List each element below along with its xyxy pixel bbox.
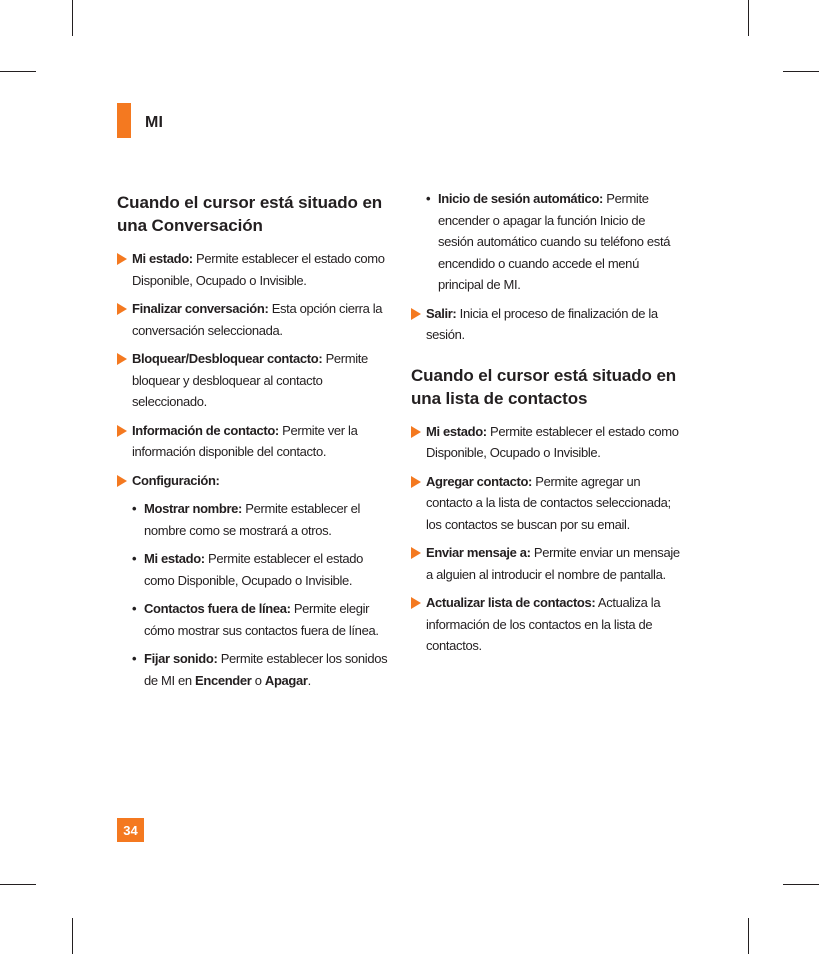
- item-text: Inicia el proceso de finalización de la sesión.: [426, 305, 658, 342]
- list-item: [117, 348, 389, 413]
- item-text: Permite agregar un contacto a la lista de contactos seleccionada; los contactos se buscan por su email.: [426, 473, 671, 532]
- sub-list-item: [411, 188, 683, 296]
- item-text: Permite establecer el estado como Disponible, Ocupado o Invisible.: [132, 251, 385, 288]
- arrow-bullet-icon: [411, 547, 421, 559]
- item-label: Mi estado:: [132, 251, 193, 266]
- left-column: [117, 191, 389, 698]
- arrow-bullet-icon: [411, 308, 421, 320]
- crop-mark: [72, 0, 73, 36]
- bullet-dot-icon: •: [426, 191, 431, 206]
- item-text: Permite establecer el estado como Disponible, Ocupado o Invisible.: [144, 551, 364, 588]
- list-item: [411, 421, 683, 464]
- bullet-dot-icon: •: [132, 651, 137, 666]
- item-label: Configuración:: [132, 472, 220, 488]
- arrow-bullet-icon: [117, 425, 127, 437]
- arrow-bullet-icon: [411, 597, 421, 609]
- crop-mark: [0, 71, 36, 72]
- item-text: Permite enviar un mensaje a alguien al introducir el nombre de pantalla.: [426, 545, 680, 582]
- option-off: Apagar: [264, 672, 308, 688]
- option-on: Encender: [195, 672, 252, 688]
- item-label: Información de contacto:: [132, 422, 279, 438]
- sub-list-item: [117, 648, 389, 691]
- crop-mark: [748, 918, 749, 954]
- list-item: [117, 470, 389, 492]
- page-number-badge: 34: [117, 818, 144, 842]
- item-label: Salir:: [426, 305, 457, 321]
- arrow-bullet-icon: [411, 426, 421, 438]
- item-label: Inicio de sesión automático:: [438, 191, 604, 206]
- item-text: Actualiza la información de los contactos en la lista de contactos.: [426, 595, 661, 653]
- list-item: [411, 542, 683, 585]
- bullet-dot-icon: •: [132, 601, 137, 616]
- item-text: .: [307, 672, 311, 688]
- sub-list-item: [117, 598, 389, 641]
- arrow-bullet-icon: [411, 476, 421, 488]
- list-item: [117, 298, 389, 341]
- list-item: [411, 471, 683, 536]
- item-label: Fijar sonido:: [144, 651, 218, 666]
- list-item: [411, 592, 683, 657]
- arrow-bullet-icon: [117, 253, 127, 265]
- sub-list-item: [117, 498, 389, 541]
- item-label: Mi estado:: [426, 423, 487, 439]
- item-label: Enviar mensaje a:: [426, 545, 531, 560]
- item-label: Mi estado:: [144, 551, 205, 566]
- arrow-bullet-icon: [117, 353, 127, 365]
- sub-list-item: [117, 548, 389, 591]
- item-label: Bloquear/Desbloquear contacto:: [132, 351, 323, 366]
- item-text: Permite establecer el nombre como se mostrará a otros.: [144, 501, 361, 538]
- item-label: Agregar contacto:: [426, 473, 533, 489]
- item-text: Esta opción cierra la conversación seleccionada.: [132, 301, 383, 338]
- heading-conversation: Cuando el cursor está situado en una Conversación: [117, 193, 383, 235]
- list-item: [117, 420, 389, 463]
- bullet-dot-icon: •: [132, 501, 137, 516]
- item-text: Permite encender o apagar la función Inicio de sesión automático cuando su teléfono está encendido o cuando accede el menú principal de MI.: [438, 191, 671, 292]
- item-text: Permite bloquear y desbloquear al contacto seleccionado.: [132, 351, 368, 409]
- arrow-bullet-icon: [117, 303, 127, 315]
- item-text: Permite establecer el estado como Disponible, Ocupado o Invisible.: [426, 423, 679, 460]
- arrow-bullet-icon: [117, 475, 127, 487]
- item-text: Permite ver la información disponible del contacto.: [132, 422, 358, 459]
- section-marker: [117, 103, 131, 138]
- item-text: o: [251, 672, 265, 688]
- crop-mark: [783, 884, 819, 885]
- crop-mark: [748, 0, 749, 36]
- crop-mark: [0, 884, 36, 885]
- item-text: Permite elegir cómo mostrar sus contactos fuera de línea.: [144, 601, 379, 638]
- list-item: [411, 303, 683, 346]
- bullet-dot-icon: •: [132, 551, 137, 566]
- item-text: Permite establecer los sonidos de MI en: [144, 651, 388, 688]
- heading-contact-list: Cuando el cursor está situado en una lista de contactos: [411, 365, 677, 408]
- item-label: Mostrar nombre:: [144, 501, 243, 516]
- crop-mark: [72, 918, 73, 954]
- crop-mark: [783, 71, 819, 72]
- item-label: Actualizar lista de contactos:: [426, 595, 596, 610]
- right-column: [411, 188, 683, 664]
- item-label: Finalizar conversación:: [132, 301, 269, 316]
- item-label: Contactos fuera de línea:: [144, 601, 291, 616]
- section-title: MI: [145, 114, 164, 131]
- list-item: [117, 248, 389, 291]
